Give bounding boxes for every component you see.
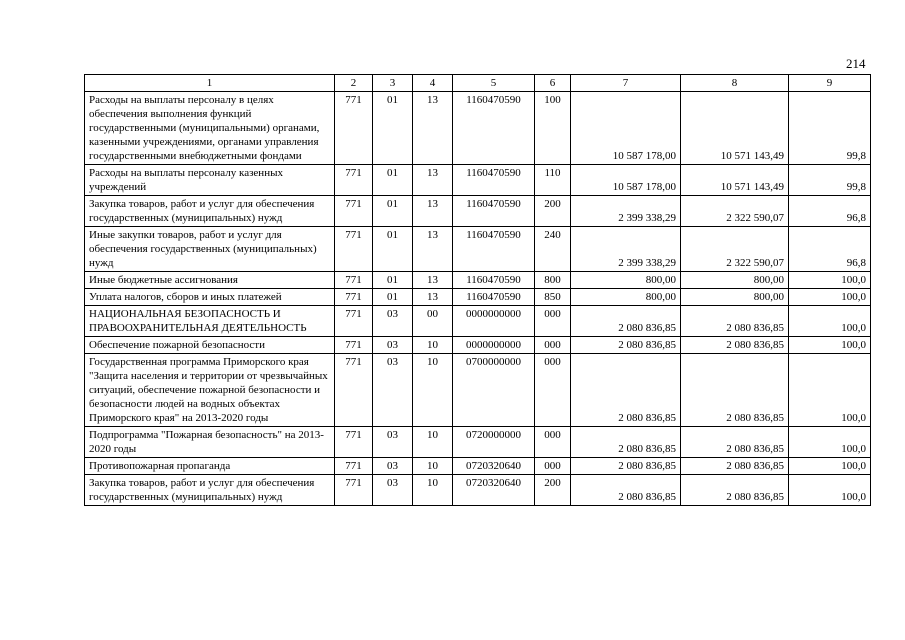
row-percent: 96,8: [789, 196, 871, 227]
row-code: 1160470590: [453, 196, 535, 227]
row-code: 771: [335, 165, 373, 196]
row-code: 0000000000: [453, 306, 535, 337]
table-row: [85, 196, 871, 227]
row-amount: 10 587 178,00: [571, 92, 681, 165]
column-header: 8: [681, 75, 789, 92]
row-code: 200: [535, 475, 571, 506]
row-code: 000: [535, 337, 571, 354]
row-code: 771: [335, 427, 373, 458]
row-code: 0720320640: [453, 475, 535, 506]
column-header: 2: [335, 75, 373, 92]
row-code: 10: [413, 458, 453, 475]
row-code: 13: [413, 272, 453, 289]
row-name: Подпрограмма "Пожарная безопасность" на 2013-2020 годы: [85, 427, 335, 458]
row-amount: 800,00: [681, 289, 789, 306]
row-code: 1160470590: [453, 165, 535, 196]
row-code: 100: [535, 92, 571, 165]
row-amount: 800,00: [571, 289, 681, 306]
row-percent: 100,0: [789, 306, 871, 337]
table-row: [85, 427, 871, 458]
row-code: 771: [335, 354, 373, 427]
row-name: НАЦИОНАЛЬНАЯ БЕЗОПАСНОСТЬ И ПРАВООХРАНИТЕЛЬНАЯ ДЕЯТЕЛЬНОСТЬ: [85, 306, 335, 337]
row-code: 01: [373, 165, 413, 196]
table-row: [85, 458, 871, 475]
row-amount: 10 571 143,49: [681, 92, 789, 165]
table-row: [85, 227, 871, 272]
row-amount: 2 080 836,85: [681, 475, 789, 506]
row-name: Уплата налогов, сборов и иных платежей: [85, 289, 335, 306]
row-code: 200: [535, 196, 571, 227]
row-code: 13: [413, 165, 453, 196]
row-percent: 99,8: [789, 165, 871, 196]
row-code: 01: [373, 272, 413, 289]
table-row: [85, 289, 871, 306]
row-name: Закупка товаров, работ и услуг для обеспечения государственных (муниципальных) нужд: [85, 196, 335, 227]
row-code: 000: [535, 306, 571, 337]
row-code: 771: [335, 337, 373, 354]
row-code: 110: [535, 165, 571, 196]
row-code: 1160470590: [453, 272, 535, 289]
column-header: 4: [413, 75, 453, 92]
row-amount: 2 080 836,85: [571, 427, 681, 458]
row-percent: 100,0: [789, 289, 871, 306]
row-amount: 10 587 178,00: [571, 165, 681, 196]
column-header: 1: [85, 75, 335, 92]
row-code: 771: [335, 227, 373, 272]
row-amount: 2 322 590,07: [681, 196, 789, 227]
row-amount: 2 080 836,85: [571, 475, 681, 506]
column-header: 9: [789, 75, 871, 92]
row-percent: 100,0: [789, 427, 871, 458]
row-code: 800: [535, 272, 571, 289]
column-header: 7: [571, 75, 681, 92]
row-amount: 800,00: [571, 272, 681, 289]
header-row: [85, 75, 871, 92]
row-code: 13: [413, 289, 453, 306]
row-code: 240: [535, 227, 571, 272]
row-code: 01: [373, 289, 413, 306]
table-row: [85, 354, 871, 427]
row-percent: 99,8: [789, 92, 871, 165]
row-name: Расходы на выплаты персоналу казенных учреждений: [85, 165, 335, 196]
row-code: 03: [373, 306, 413, 337]
row-code: 01: [373, 196, 413, 227]
row-code: 03: [373, 427, 413, 458]
row-name: Иные бюджетные ассигнования: [85, 272, 335, 289]
row-name: Обеспечение пожарной безопасности: [85, 337, 335, 354]
column-header: 3: [373, 75, 413, 92]
page-number: 214: [846, 56, 866, 71]
row-name: Государственная программа Приморского края "Защита населения и территории от чрезвычайных ситуаций, обеспечение пожарной безопасности и безопасности людей на водных объектах Приморского края" на 2013-2020 годы: [85, 354, 335, 427]
row-code: 000: [535, 427, 571, 458]
row-code: 01: [373, 92, 413, 165]
row-amount: 2 322 590,07: [681, 227, 789, 272]
column-header: 5: [453, 75, 535, 92]
row-code: 10: [413, 337, 453, 354]
row-code: 13: [413, 227, 453, 272]
table-row: [85, 475, 871, 506]
row-code: 10: [413, 427, 453, 458]
row-code: 850: [535, 289, 571, 306]
row-percent: 96,8: [789, 227, 871, 272]
row-code: 00: [413, 306, 453, 337]
row-amount: 2 080 836,85: [681, 337, 789, 354]
row-amount: 2 080 836,85: [681, 458, 789, 475]
row-code: 771: [335, 306, 373, 337]
row-code: 771: [335, 92, 373, 165]
row-code: 0000000000: [453, 337, 535, 354]
row-amount: 2 399 338,29: [571, 196, 681, 227]
row-amount: 2 080 836,85: [571, 458, 681, 475]
budget-table: [84, 74, 871, 506]
row-code: 01: [373, 227, 413, 272]
row-code: 03: [373, 354, 413, 427]
row-percent: 100,0: [789, 272, 871, 289]
row-percent: 100,0: [789, 354, 871, 427]
row-code: 10: [413, 354, 453, 427]
row-code: 1160470590: [453, 227, 535, 272]
table-row: [85, 272, 871, 289]
row-amount: 800,00: [681, 272, 789, 289]
row-amount: 10 571 143,49: [681, 165, 789, 196]
row-code: 771: [335, 272, 373, 289]
row-code: 13: [413, 92, 453, 165]
row-code: 000: [535, 458, 571, 475]
row-amount: 2 080 836,85: [681, 306, 789, 337]
table-row: [85, 306, 871, 337]
row-code: 0700000000: [453, 354, 535, 427]
row-name: Противопожарная пропаганда: [85, 458, 335, 475]
row-code: 03: [373, 475, 413, 506]
table-row: [85, 337, 871, 354]
row-code: 10: [413, 475, 453, 506]
row-code: 000: [535, 354, 571, 427]
row-percent: 100,0: [789, 337, 871, 354]
row-code: 1160470590: [453, 92, 535, 165]
row-code: 771: [335, 475, 373, 506]
row-code: 03: [373, 458, 413, 475]
row-amount: 2 080 836,85: [571, 354, 681, 427]
row-amount: 2 080 836,85: [681, 354, 789, 427]
row-code: 13: [413, 196, 453, 227]
column-header: 6: [535, 75, 571, 92]
row-code: 03: [373, 337, 413, 354]
row-name: Закупка товаров, работ и услуг для обеспечения государственных (муниципальных) нужд: [85, 475, 335, 506]
row-amount: 2 080 836,85: [571, 337, 681, 354]
row-amount: 2 080 836,85: [681, 427, 789, 458]
row-name: Расходы на выплаты персоналу в целях обеспечения выполнения функций государственными (муниципальными) органами, казенными учреждениями, органами управления государственными внебюджетными фондами: [85, 92, 335, 165]
row-code: 0720000000: [453, 427, 535, 458]
row-code: 0720320640: [453, 458, 535, 475]
row-amount: 2 080 836,85: [571, 306, 681, 337]
row-code: 1160470590: [453, 289, 535, 306]
table-row: [85, 92, 871, 165]
row-percent: 100,0: [789, 458, 871, 475]
row-percent: 100,0: [789, 475, 871, 506]
row-code: 771: [335, 458, 373, 475]
table-row: [85, 165, 871, 196]
row-code: 771: [335, 289, 373, 306]
row-amount: 2 399 338,29: [571, 227, 681, 272]
row-code: 771: [335, 196, 373, 227]
row-name: Иные закупки товаров, работ и услуг для обеспечения государственных (муниципальных) нужд: [85, 227, 335, 272]
